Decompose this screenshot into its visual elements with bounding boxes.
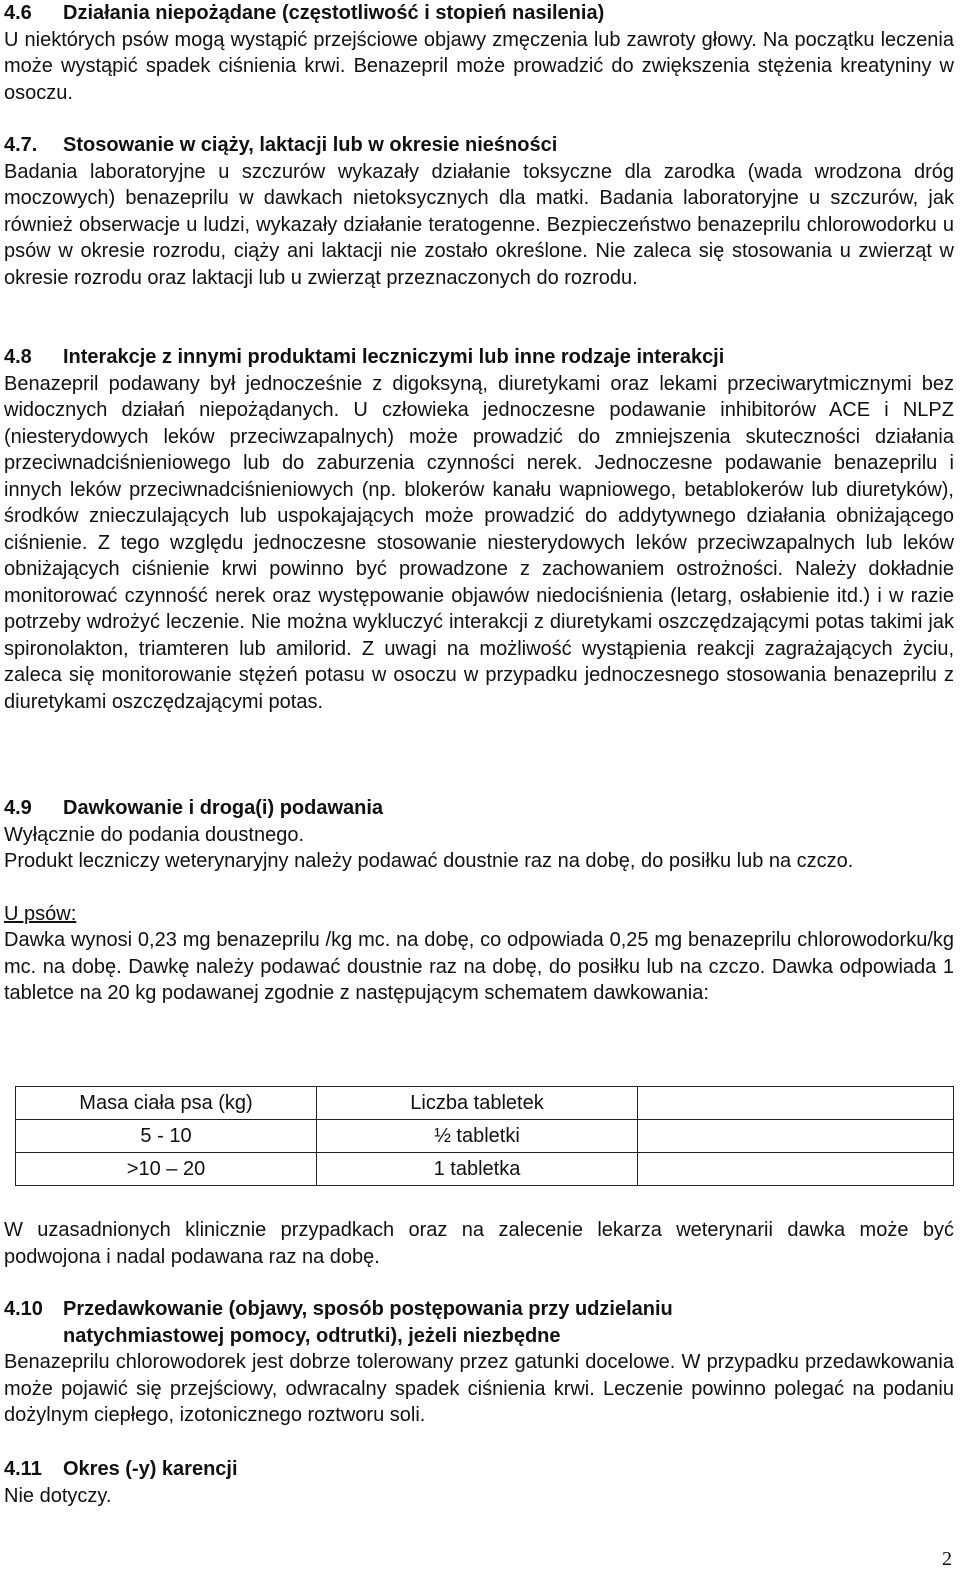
dogs-subheading <box>4 901 954 928</box>
section-title: Dawkowanie i droga(i) podawania <box>63 797 384 819</box>
section-title: Interakcje z innymi produktami leczniczymi lub inne rodzaje interakcji <box>63 346 725 368</box>
dogs-subheading-text: U psów: <box>4 902 77 925</box>
section-number: 4.7. <box>4 134 38 156</box>
section-title: Działania niepożądane (częstotliwość i stopień nasilenia) <box>63 2 605 24</box>
section-title-line-1: Przedawkowanie (objawy, sposób postępowania przy udzielaniu <box>63 1298 673 1320</box>
table-cell: 5 - 10 <box>16 1120 317 1153</box>
section-number: 4.9 <box>4 797 32 819</box>
dosage-after-table: W uzasadnionych klinicznie przypadkach oraz na zalecenie lekarza weterynarii dawka może być podwojona i nadal podawana raz na dobę. <box>4 1219 954 1268</box>
section-number: 4.6 <box>4 2 32 24</box>
administration-note: Produkt leczniczy weterynaryjny należy podawać doustnie raz na dobę, do posiłku lub na czczo. <box>4 850 854 872</box>
section-title: Okres (-y) karencji <box>63 1458 238 1480</box>
dosage-table <box>15 1086 954 1186</box>
section-body: Benazepril podawany był jednocześnie z digoksyną, diuretykami oraz lekami przeciwarytmicznymi bez widocznych działań niepożądanych. U człowieka jednoczesne podawanie inhibitorów ACE i NLPZ (niesterydowych leków przeciwzapalnych) może prowadzić do zmniejszenia skuteczności działania przeciwnadciśnieniowego lub do zaburzenia czynności nerek. Jednoczesne podawanie benazeprilu i innych leków przeciwnadciśnieniowych (np. blokerów kanału wapniowego, betablokerów lub diuretyków), środków znieczulających lub uspokajających może prowadzić do addytywnego działania obniżającego ciśnienie. Z tego względu jednoczesne stosowanie niesterydowych leków przeciwzapalnych lub leków obniżających ciśnienie krwi powinno być prowadzone z zachowaniem ostrożności. Należy dokładnie monitorować czynność nerek oraz występowanie objawów niedociśnienia (letarg, osłabienie itd.) i w razie potrzeby wdrożyć leczenie. Nie można wykluczyć interakcji z diuretykami oszczędzającymi potas takimi jak spironolakton, triamteren lub amilorid. Z uwagi na możliwość wystąpienia reakcji zagrażających życiu, zaleca się monitorowanie stężeń potasu w osoczu w przypadku jednoczesnego stosowania benazeprilu z diuretykami oszczędzającymi potas. <box>4 372 954 713</box>
dosage-body: Dawka wynosi 0,23 mg benazeprilu /kg mc. na dobę, co odpowiada 0,25 mg benazeprilu chlorowodorku/kg mc. na dobę. Dawkę należy podawać doustnie raz na dobę, do posiłku lub na czczo. Dawka odpowiada 1 tabletce na 20 kg podawanej zgodnie z następującym schematem dawkowania: <box>4 929 954 1004</box>
route-note: Wyłącznie do podania doustnego. <box>4 823 305 846</box>
section-number: 4.8 <box>4 346 32 368</box>
table-cell: ½ tabletki <box>317 1120 638 1153</box>
section-4-11 <box>4 1456 954 1509</box>
table-header-row <box>16 1087 954 1120</box>
table-cell <box>638 1120 954 1153</box>
section-heading <box>4 795 954 822</box>
section-heading <box>4 132 954 159</box>
section-heading <box>4 344 954 371</box>
section-number: 4.10 <box>4 1298 43 1320</box>
section-body: U niektórych psów mogą wystąpić przejściowe objawy zmęczenia lub zawroty głowy. Na początku leczenia może wystąpić spadek ciśnienia krwi. Benazepril może prowadzić do zwiększenia stężenia kreatyniny w osoczu. <box>4 28 954 104</box>
table-row <box>16 1153 954 1186</box>
section-heading <box>4 0 954 27</box>
page-number: 2 <box>942 1548 952 1570</box>
section-body: Benazeprilu chlorowodorek jest dobrze tolerowany przez gatunki docelowe. W przypadku przedawkowania może pojawić się przejściowy, odwracalny spadek ciśnienia krwi. Leczenie powinno polegać na podaniu dożylnym ciepłego, izotonicznego roztworu soli. <box>4 1351 954 1426</box>
section-4-7 <box>4 132 954 291</box>
table-cell <box>638 1153 954 1186</box>
table-row <box>16 1120 954 1153</box>
table-cell: 1 tabletka <box>317 1153 638 1186</box>
section-title-line-2: natychmiastowej pomocy, odtrutki), jeżeli niezbędne <box>63 1324 561 1347</box>
section-4-8 <box>4 344 954 715</box>
section-4-10 <box>4 1296 954 1429</box>
dosage-table-wrap <box>15 1086 955 1186</box>
section-heading <box>4 1296 954 1349</box>
table-cell: >10 – 20 <box>16 1153 317 1186</box>
table-header-cell <box>638 1087 954 1120</box>
section-heading <box>4 1456 954 1483</box>
table-header-cell: Liczba tabletek <box>317 1087 638 1120</box>
section-title <box>63 1296 673 1349</box>
section-4-9 <box>4 795 954 1007</box>
section-body: Nie dotyczy. <box>4 1484 112 1507</box>
section-number: 4.11 <box>4 1458 42 1480</box>
section-body: Badania laboratoryjne u szczurów wykazały działanie toksyczne dla zarodka (wada wrodzona dróg moczowych) benazeprilu w dawkach nietoksycznych dla matki. Badania laboratoryjne u szczurów, jak również obserwacje u ludzi, wykazały działanie teratogenne. Bezpieczeństwo benazeprilu chlorowodorku u psów w okresie rozrodu, ciąży ani laktacji nie zostało określone. Nie zaleca się stosowania u zwierząt w okresie rozrodu oraz laktacji lub u zwierząt przeznaczonych do rozrodu. <box>4 160 954 289</box>
section-title: Stosowanie w ciąży, laktacji lub w okresie nieśności <box>63 134 558 156</box>
table-header-cell: Masa ciała psa (kg) <box>16 1087 317 1120</box>
section-4-6 <box>4 0 954 106</box>
